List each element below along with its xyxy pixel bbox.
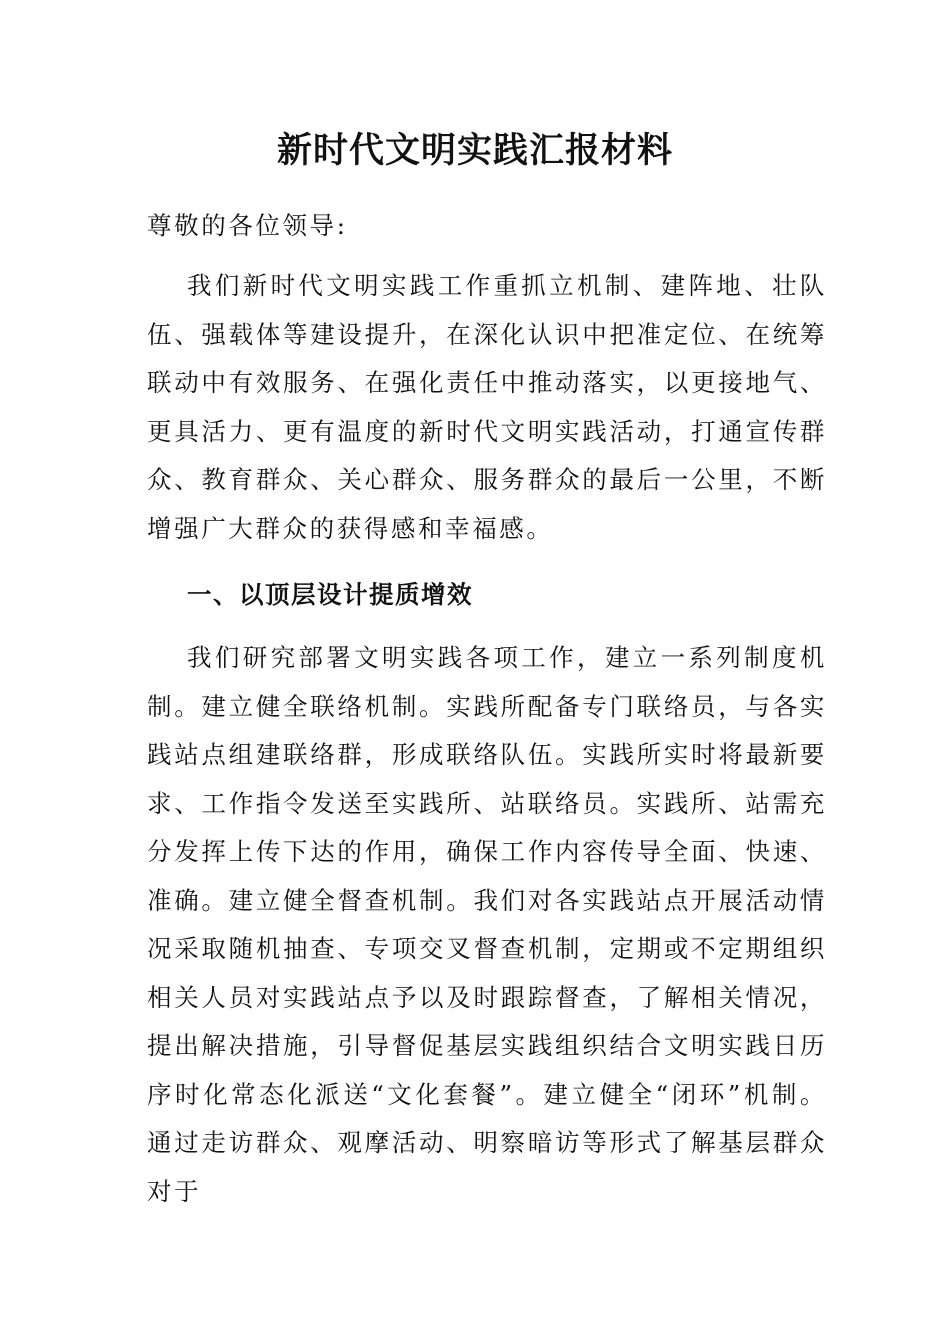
- section-paragraph-1: 我们研究部署文明实践各项工作，建立一系列制度机制。建立健全联络机制。实践所配备专门联络员，与各实践站点组建联络群，形成联络队伍。实践所实时将最新要求、工作指令发送至实践所、站联络员。实践所、站需充分发挥上传下达的作用，确保工作内容传导全面、快速、准确。建立健全督查机制。我们对各实践站点开展活动情况采取随机抽查、专项交叉督查机制，定期或不定期组织相关人员对实践站点予以及时跟踪督查，了解相关情况，提出解决措施，引导督促基层实践组织结合文明实践日历序时化常态化派送“文化套餐”。建立健全“闭环”机制。通过走访群众、观摩活动、明察暗访等形式了解基层群众对于: [147, 643, 827, 1206]
- section-heading-1: 一、以顶层设计提质增效: [187, 580, 473, 609]
- document-title: 新时代文明实践汇报材料: [276, 130, 673, 171]
- intro-paragraph: 我们新时代文明实践工作重抓立机制、建阵地、壮队伍、强载体等建设提升，在深化认识中把准定位、在统筹联动中有效服务、在强化责任中推动落实，以更接地气、更具活力、更有温度的新时代文明实践活动，打通宣传群众、教育群众、关心群众、服务群众的最后一公里，不断增强广大群众的获得感和幸福感。: [147, 271, 827, 543]
- greeting: 尊敬的各位领导:: [147, 211, 348, 240]
